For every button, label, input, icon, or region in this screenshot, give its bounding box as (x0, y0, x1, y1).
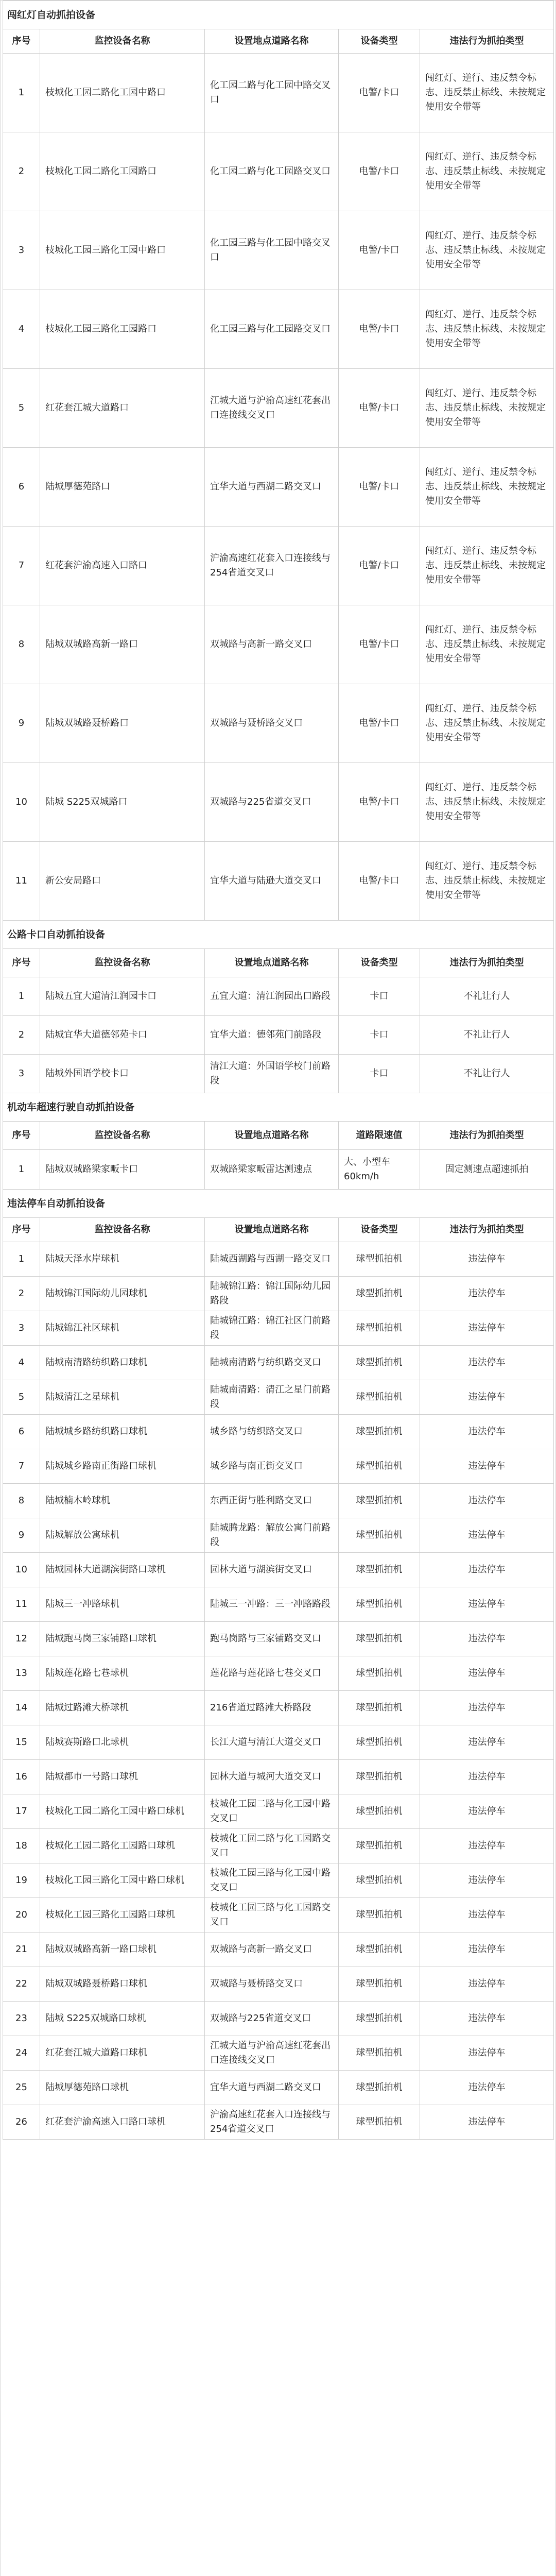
table-cell: 216省道过路滩大桥路段 (205, 1691, 339, 1725)
table-cell: 球型抓拍机 (339, 1415, 420, 1449)
table-cell: 陆城天泽水岸球机 (40, 1242, 205, 1277)
table-cell: 东西正街与胜利路交叉口 (205, 1484, 339, 1518)
table-row (3, 1760, 554, 1794)
table-cell: 枝城化工园二路与化工园路交叉口 (205, 1829, 339, 1863)
table-cell: 违法停车 (420, 2036, 554, 2071)
table-cell: 红花套沪渝高速入口路口球机 (40, 2105, 205, 2140)
section-title: 闯红灯自动抓拍设备 (3, 1, 554, 29)
table-cell: 违法停车 (420, 2002, 554, 2036)
column-header: 设备类型 (339, 29, 420, 54)
table-cell: 11 (3, 842, 40, 921)
column-header: 监控设备名称 (40, 1122, 205, 1150)
table-row (3, 2071, 554, 2105)
table-cell: 14 (3, 1691, 40, 1725)
table-cell: 双城路与聂桥路交叉口 (205, 1967, 339, 2002)
table-cell: 电警/卡口 (339, 369, 420, 448)
table-cell: 大、小型车60km/h (339, 1150, 420, 1190)
table-cell: 卡口 (339, 1055, 420, 1093)
table-cell: 球型抓拍机 (339, 1587, 420, 1622)
table-cell: 沪渝高速红花套入口连接线与254省道交叉口 (205, 2105, 339, 2140)
table-cell: 枝城化工园三路化工园路口球机 (40, 1898, 205, 1933)
column-header: 序号 (3, 1218, 40, 1242)
table-cell: 跑马岗路与三家铺路交叉口 (205, 1622, 339, 1656)
table-cell: 3 (3, 1311, 40, 1346)
table-row (3, 1277, 554, 1311)
table-cell: 陆城双城路聂桥路口球机 (40, 1967, 205, 2002)
table-row (3, 1415, 554, 1449)
table-cell: 陆城跑马岗三家铺路口球机 (40, 1622, 205, 1656)
table-cell: 化工园二路与化工园路交叉口 (205, 132, 339, 211)
table-cell: 枝城化工园三路与化工园路交叉口 (205, 1898, 339, 1933)
section-title-row (3, 1, 554, 29)
table-row (3, 2105, 554, 2140)
table-cell: 化工园二路与化工园中路交叉口 (205, 54, 339, 132)
table-cell: 新公安局路口 (40, 842, 205, 921)
header-row (3, 949, 554, 977)
table-cell: 陆城双城路高新一路口 (40, 605, 205, 684)
table-cell: 陆城解放公寓球机 (40, 1518, 205, 1553)
table-row (3, 977, 554, 1016)
table-cell: 违法停车 (420, 1553, 554, 1587)
table-cell: 枝城化工园二路化工园中路口球机 (40, 1794, 205, 1829)
column-header: 序号 (3, 949, 40, 977)
table-cell: 陆城厚德苑路口 (40, 448, 205, 527)
column-header: 序号 (3, 29, 40, 54)
table-cell: 球型抓拍机 (339, 1518, 420, 1553)
table-cell: 枝城化工园二路化工园路口 (40, 132, 205, 211)
table-row (3, 1484, 554, 1518)
table-cell: 不礼让行人 (420, 977, 554, 1016)
table-cell: 球型抓拍机 (339, 2036, 420, 2071)
table-cell: 球型抓拍机 (339, 1760, 420, 1794)
column-header: 违法行为抓拍类型 (420, 1218, 554, 1242)
table-cell: 球型抓拍机 (339, 2071, 420, 2105)
table-cell: 违法停车 (420, 1794, 554, 1829)
table-cell: 9 (3, 1518, 40, 1553)
table-cell: 不礼让行人 (420, 1055, 554, 1093)
table-cell: 球型抓拍机 (339, 1311, 420, 1346)
table-cell: 固定测速点超速抓拍 (420, 1150, 554, 1190)
table-row (3, 1794, 554, 1829)
table-cell: 陆城三一冲路球机 (40, 1587, 205, 1622)
section-title-row (3, 1093, 554, 1122)
table-cell: 24 (3, 2036, 40, 2071)
table-cell: 陆城外国语学校卡口 (40, 1055, 205, 1093)
table-cell: 闯红灯、逆行、违反禁令标志、违反禁止标线、未按规定使用安全带等 (420, 211, 554, 290)
section-title: 违法停车自动抓拍设备 (3, 1190, 554, 1218)
table-row (3, 1553, 554, 1587)
section-title-row (3, 1190, 554, 1218)
table-cell: 沪渝高速红花套入口连接线与254省道交叉口 (205, 527, 339, 605)
table-cell: 陆城西湖路与西湖一路交叉口 (205, 1242, 339, 1277)
table-cell: 2 (3, 132, 40, 211)
table-cell: 4 (3, 290, 40, 369)
table-cell: 球型抓拍机 (339, 1794, 420, 1829)
table-row (3, 605, 554, 684)
table-cell: 陆城锦江社区球机 (40, 1311, 205, 1346)
table-row (3, 1898, 554, 1933)
table-cell: 球型抓拍机 (339, 2105, 420, 2140)
table-cell: 球型抓拍机 (339, 1484, 420, 1518)
table-cell: 6 (3, 1415, 40, 1449)
table-cell: 球型抓拍机 (339, 1725, 420, 1760)
table-cell: 16 (3, 1760, 40, 1794)
header-row (3, 29, 554, 54)
table-cell: 红花套江城大道路口球机 (40, 2036, 205, 2071)
table-cell: 江城大道与沪渝高速红花套出口连接线交叉口 (205, 2036, 339, 2071)
table-cell: 违法停车 (420, 2105, 554, 2140)
table-cell: 枝城化工园三路化工园中路口 (40, 211, 205, 290)
table-cell: 12 (3, 1622, 40, 1656)
table-cell: 23 (3, 2002, 40, 2036)
table-cell: 枝城化工园三路与化工园中路交叉口 (205, 1863, 339, 1898)
table-cell: 球型抓拍机 (339, 1553, 420, 1587)
table-cell: 违法停车 (420, 1898, 554, 1933)
table-cell: 陆城南清路纺织路口球机 (40, 1346, 205, 1380)
table-cell: 陆城楠木岭球机 (40, 1484, 205, 1518)
table-row (3, 1587, 554, 1622)
table-cell: 违法停车 (420, 1587, 554, 1622)
column-header: 违法行为抓拍类型 (420, 949, 554, 977)
table-cell: 陆城过路滩大桥球机 (40, 1691, 205, 1725)
table-cell: 陆城 S225双城路口 (40, 763, 205, 842)
table-cell: 陆城锦江路：锦江国际幼儿园路段 (205, 1277, 339, 1311)
table-cell: 陆城城乡路纺织路口球机 (40, 1415, 205, 1449)
table-cell: 21 (3, 1933, 40, 1967)
column-header: 监控设备名称 (40, 1218, 205, 1242)
table-cell: 违法停车 (420, 1277, 554, 1311)
table-cell: 闯红灯、逆行、违反禁令标志、违反禁止标线、未按规定使用安全带等 (420, 132, 554, 211)
table-cell: 电警/卡口 (339, 448, 420, 527)
table-cell: 19 (3, 1863, 40, 1898)
table-cell: 陆城都市一号路口球机 (40, 1760, 205, 1794)
table-cell: 枝城化工园二路化工园路口球机 (40, 1829, 205, 1863)
table-row (3, 132, 554, 211)
table-cell: 陆城宜华大道德邻苑卡口 (40, 1016, 205, 1055)
table-cell: 电警/卡口 (339, 527, 420, 605)
table-row (3, 1829, 554, 1863)
table-row (3, 1449, 554, 1484)
table-cell: 3 (3, 211, 40, 290)
table-cell: 宜华大道：德邻苑门前路段 (205, 1016, 339, 1055)
table-row (3, 1242, 554, 1277)
table-cell: 陆城双城路梁家畈卡口 (40, 1150, 205, 1190)
table-cell: 城乡路与南正街交叉口 (205, 1449, 339, 1484)
table-cell: 球型抓拍机 (339, 1622, 420, 1656)
table-cell: 闯红灯、逆行、违反禁令标志、违反禁止标线、未按规定使用安全带等 (420, 684, 554, 763)
table-row (3, 1656, 554, 1691)
table-cell: 莲花路与莲花路七巷交叉口 (205, 1656, 339, 1691)
table-cell: 违法停车 (420, 2071, 554, 2105)
table-cell: 电警/卡口 (339, 54, 420, 132)
table-cell: 26 (3, 2105, 40, 2140)
table-cell: 7 (3, 1449, 40, 1484)
table-cell: 13 (3, 1656, 40, 1691)
table-row (3, 1150, 554, 1190)
table-cell: 城乡路与纺织路交叉口 (205, 1415, 339, 1449)
table-cell: 球型抓拍机 (339, 1967, 420, 2002)
table-cell: 陆城双城路高新一路口球机 (40, 1933, 205, 1967)
table-cell: 10 (3, 1553, 40, 1587)
table-cell: 园林大道与城河大道交叉口 (205, 1760, 339, 1794)
table-cell: 6 (3, 448, 40, 527)
table-cell: 违法停车 (420, 1380, 554, 1415)
table-cell: 球型抓拍机 (339, 1829, 420, 1863)
table-cell: 球型抓拍机 (339, 1449, 420, 1484)
table-row (3, 1346, 554, 1380)
table-cell: 陆城城乡路南正街路口球机 (40, 1449, 205, 1484)
table-cell: 违法停车 (420, 1484, 554, 1518)
table-cell: 双城路与高新一路交叉口 (205, 1933, 339, 1967)
column-header: 违法行为抓拍类型 (420, 29, 554, 54)
table-row (3, 1691, 554, 1725)
table-cell: 枝城化工园二路化工园中路口 (40, 54, 205, 132)
table-cell: 陆城厚德苑路口球机 (40, 2071, 205, 2105)
table-cell: 电警/卡口 (339, 290, 420, 369)
table-row (3, 211, 554, 290)
table-cell: 1 (3, 54, 40, 132)
table-cell: 1 (3, 1242, 40, 1277)
table-cell: 红花套江城大道路口 (40, 369, 205, 448)
table-cell: 闯红灯、逆行、违反禁令标志、违反禁止标线、未按规定使用安全带等 (420, 605, 554, 684)
table-cell: 球型抓拍机 (339, 1898, 420, 1933)
table-cell: 宜华大道与西湖二路交叉口 (205, 2071, 339, 2105)
table-cell: 化工园三路与化工园中路交叉口 (205, 211, 339, 290)
table-cell: 双城路与225省道交叉口 (205, 2002, 339, 2036)
table-cell: 违法停车 (420, 1829, 554, 1863)
table-cell: 违法停车 (420, 1622, 554, 1656)
column-header: 设备类型 (339, 949, 420, 977)
table-cell: 违法停车 (420, 1656, 554, 1691)
table-cell: 8 (3, 605, 40, 684)
table-cell: 球型抓拍机 (339, 1346, 420, 1380)
table-cell: 清江大道：外国语学校门前路段 (205, 1055, 339, 1093)
table-row (3, 1518, 554, 1553)
table-row (3, 1933, 554, 1967)
table-cell: 电警/卡口 (339, 842, 420, 921)
table-cell: 球型抓拍机 (339, 1933, 420, 1967)
table-cell: 枝城化工园三路化工园中路口球机 (40, 1863, 205, 1898)
table-cell: 卡口 (339, 1016, 420, 1055)
table-cell: 球型抓拍机 (339, 1380, 420, 1415)
column-header: 设备类型 (339, 1218, 420, 1242)
table-cell: 18 (3, 1829, 40, 1863)
table-row (3, 448, 554, 527)
table-cell: 枝城化工园二路与化工园中路交叉口 (205, 1794, 339, 1829)
table-cell: 红花套沪渝高速入口路口 (40, 527, 205, 605)
table-cell: 闯红灯、逆行、违反禁令标志、违反禁止标线、未按规定使用安全带等 (420, 369, 554, 448)
table-row (3, 1380, 554, 1415)
table-cell: 闯红灯、逆行、违反禁令标志、违反禁止标线、未按规定使用安全带等 (420, 842, 554, 921)
column-header: 违法行为抓拍类型 (420, 1122, 554, 1150)
section-title: 机动车超速行驶自动抓拍设备 (3, 1093, 554, 1122)
table-cell: 15 (3, 1725, 40, 1760)
table-cell: 陆城双城路聂桥路口 (40, 684, 205, 763)
table-cell: 电警/卡口 (339, 684, 420, 763)
table-row (3, 54, 554, 132)
column-header: 设置地点道路名称 (205, 1218, 339, 1242)
table-cell: 闯红灯、逆行、违反禁令标志、违反禁止标线、未按规定使用安全带等 (420, 763, 554, 842)
table-cell: 陆城清江之星球机 (40, 1380, 205, 1415)
table-cell: 球型抓拍机 (339, 1277, 420, 1311)
table-row (3, 290, 554, 369)
header-row (3, 1218, 554, 1242)
table-cell: 园林大道与湖滨街交叉口 (205, 1553, 339, 1587)
table-cell: 11 (3, 1587, 40, 1622)
column-header: 监控设备名称 (40, 949, 205, 977)
column-header: 道路限速值 (339, 1122, 420, 1150)
table-cell: 20 (3, 1898, 40, 1933)
table-row (3, 2036, 554, 2071)
table-cell: 闯红灯、逆行、违反禁令标志、违反禁止标线、未按规定使用安全带等 (420, 54, 554, 132)
table-row (3, 1016, 554, 1055)
table-cell: 陆城赛斯路口北球机 (40, 1725, 205, 1760)
table-cell: 25 (3, 2071, 40, 2105)
table-cell: 陆城园林大道湖滨街路口球机 (40, 1553, 205, 1587)
table-cell: 2 (3, 1016, 40, 1055)
table-cell: 违法停车 (420, 1863, 554, 1898)
table-cell: 5 (3, 1380, 40, 1415)
table-cell: 违法停车 (420, 1242, 554, 1277)
table-cell: 闯红灯、逆行、违反禁令标志、违反禁止标线、未按规定使用安全带等 (420, 290, 554, 369)
table-cell: 7 (3, 527, 40, 605)
table-cell: 陆城腾龙路：解放公寓门前路段 (205, 1518, 339, 1553)
column-header: 设置地点道路名称 (205, 29, 339, 54)
table-cell: 违法停车 (420, 1415, 554, 1449)
table-row (3, 1622, 554, 1656)
device-table (3, 1, 554, 2140)
table-cell: 闯红灯、逆行、违反禁令标志、违反禁止标线、未按规定使用安全带等 (420, 527, 554, 605)
table-cell: 双城路梁家畈雷达测速点 (205, 1150, 339, 1190)
table-cell: 违法停车 (420, 1760, 554, 1794)
table-row (3, 1311, 554, 1346)
table-cell: 宜华大道与西湖二路交叉口 (205, 448, 339, 527)
table-cell: 9 (3, 684, 40, 763)
table-cell: 违法停车 (420, 1967, 554, 2002)
table-cell: 江城大道与沪渝高速红花套出口连接线交叉口 (205, 369, 339, 448)
table-cell: 电警/卡口 (339, 132, 420, 211)
header-row (3, 1122, 554, 1150)
table-row (3, 2002, 554, 2036)
table-cell: 违法停车 (420, 1933, 554, 1967)
table-cell: 球型抓拍机 (339, 1863, 420, 1898)
table-cell: 卡口 (339, 977, 420, 1016)
table-cell: 违法停车 (420, 1691, 554, 1725)
table-cell: 违法停车 (420, 1725, 554, 1760)
table-cell: 陆城 S225双城路口球机 (40, 2002, 205, 2036)
table-row (3, 1967, 554, 2002)
table-cell: 闯红灯、逆行、违反禁令标志、违反禁止标线、未按规定使用安全带等 (420, 448, 554, 527)
table-row (3, 1725, 554, 1760)
table-cell: 陆城南清路与纺织路交叉口 (205, 1346, 339, 1380)
column-header: 序号 (3, 1122, 40, 1150)
table-row (3, 1055, 554, 1093)
table-row (3, 842, 554, 921)
table-cell: 不礼让行人 (420, 1016, 554, 1055)
table-cell: 双城路与高新一路交叉口 (205, 605, 339, 684)
table-cell: 陆城锦江国际幼儿园球机 (40, 1277, 205, 1311)
table-cell: 8 (3, 1484, 40, 1518)
table-cell: 长江大道与清江大道交叉口 (205, 1725, 339, 1760)
section-title-row (3, 921, 554, 949)
table-cell: 宜华大道与陆逊大道交叉口 (205, 842, 339, 921)
table-cell: 电警/卡口 (339, 211, 420, 290)
table-cell: 10 (3, 763, 40, 842)
table-row (3, 369, 554, 448)
column-header: 设置地点道路名称 (205, 1122, 339, 1150)
table-cell: 违法停车 (420, 1311, 554, 1346)
table-cell: 违法停车 (420, 1449, 554, 1484)
table-cell: 陆城南清路：清江之星门前路段 (205, 1380, 339, 1415)
table-cell: 五宜大道：清江润园出口路段 (205, 977, 339, 1016)
table-row (3, 763, 554, 842)
table-cell: 电警/卡口 (339, 763, 420, 842)
table-cell: 5 (3, 369, 40, 448)
table-cell: 4 (3, 1346, 40, 1380)
table-cell: 化工园三路与化工园路交叉口 (205, 290, 339, 369)
table-cell: 双城路与聂桥路交叉口 (205, 684, 339, 763)
table-cell: 陆城莲花路七巷球机 (40, 1656, 205, 1691)
table-cell: 电警/卡口 (339, 605, 420, 684)
table-cell: 双城路与225省道交叉口 (205, 763, 339, 842)
table-cell: 2 (3, 1277, 40, 1311)
table-cell: 陆城三一冲路：三一冲路路段 (205, 1587, 339, 1622)
table-row (3, 1863, 554, 1898)
table-row (3, 527, 554, 605)
section-title: 公路卡口自动抓拍设备 (3, 921, 554, 949)
table-cell: 球型抓拍机 (339, 1691, 420, 1725)
table-cell: 违法停车 (420, 1346, 554, 1380)
table-cell: 22 (3, 1967, 40, 2002)
table-cell: 1 (3, 1150, 40, 1190)
table-cell: 陆城锦江路：锦江社区门前路段 (205, 1311, 339, 1346)
table-cell: 枝城化工园三路化工园路口 (40, 290, 205, 369)
table-cell: 1 (3, 977, 40, 1016)
table-cell: 球型抓拍机 (339, 2002, 420, 2036)
table-cell: 球型抓拍机 (339, 1656, 420, 1691)
column-header: 设置地点道路名称 (205, 949, 339, 977)
table-cell: 球型抓拍机 (339, 1242, 420, 1277)
table-cell: 17 (3, 1794, 40, 1829)
column-header: 监控设备名称 (40, 29, 205, 54)
table-cell: 违法停车 (420, 1518, 554, 1553)
table-row (3, 684, 554, 763)
table-cell: 3 (3, 1055, 40, 1093)
table-cell: 陆城五宜大道清江润园卡口 (40, 977, 205, 1016)
